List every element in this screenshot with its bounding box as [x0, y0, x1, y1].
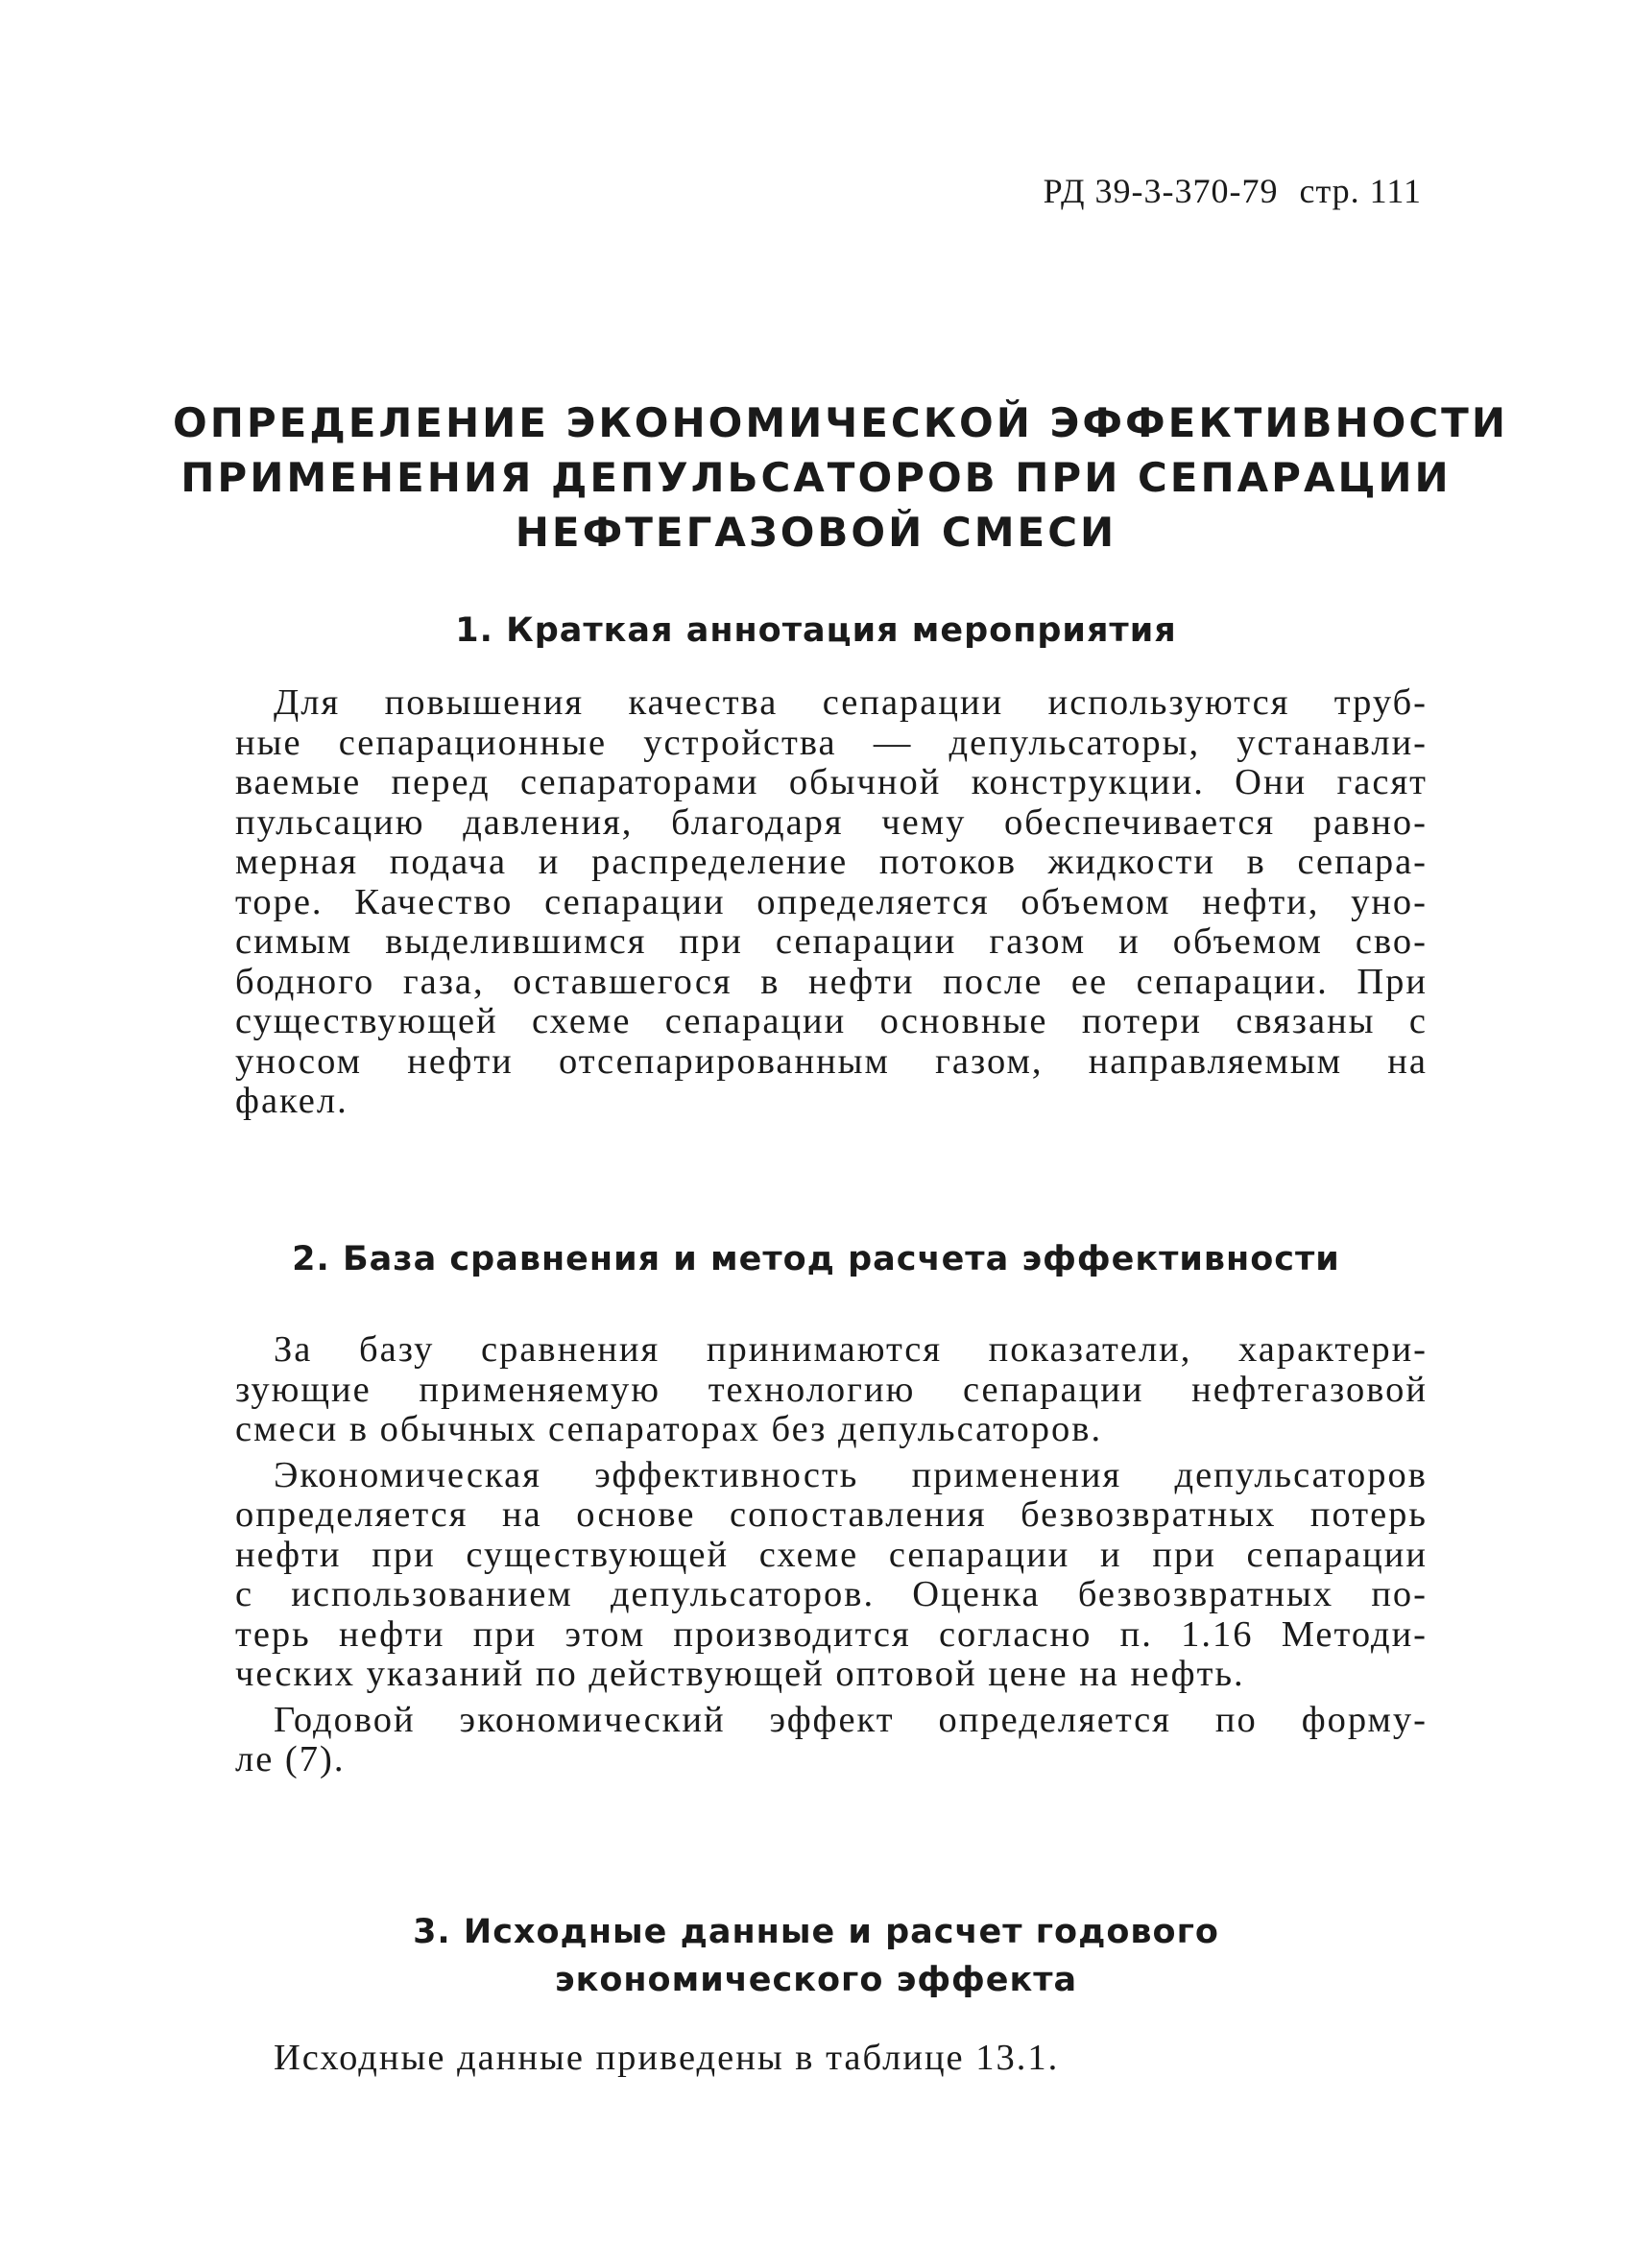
text-line: факел.: [235, 1081, 348, 1121]
section-heading-2: [173, 1235, 1459, 1283]
section-heading-line: 3. Исходные данные и расчет годового: [413, 1913, 1219, 1951]
text-line: ле (7).: [235, 1739, 346, 1779]
text-line: бодного газа, оставшегося в нефти после ее сепарации. При: [235, 961, 1428, 1002]
section-heading-line: экономического эффекта: [554, 1961, 1078, 1999]
text-line: Годовой экономический эффект определяется по форму-: [274, 1699, 1428, 1740]
title-line: ОПРЕДЕЛЕНИЕ ЭКОНОМИЧЕСКОЙ ЭФФЕКТИВНОСТИ: [173, 399, 1508, 446]
document-code: РД 39-3-370-79: [1043, 172, 1279, 210]
text-line: торе. Качество сепарации определяется объемом нефти, уно-: [235, 881, 1428, 922]
text-line: Экономическая эффективность применения депульсаторов: [274, 1454, 1428, 1495]
text-line: с использованием депульсаторов. Оценка безвозвратных по-: [235, 1574, 1428, 1614]
text-line: пульсацию давления, благодаря чему обеспечивается равно-: [235, 801, 1428, 843]
text-line: мерная подача и распределение потоков жидкости в сепара-: [235, 842, 1428, 882]
text-line: ваемые перед сепараторами обычной конструкции. Они гасят: [235, 762, 1428, 802]
section-3-body: [235, 2039, 1428, 2079]
section-heading-1: [173, 607, 1459, 655]
text-line: терь нефти при этом производится согласно п. 1.16 Методи-: [235, 1613, 1428, 1655]
text-line: симым выделившимся при сепарации газом и объемом сво-: [235, 921, 1428, 962]
section-heading-line: 2. База сравнения и метод расчета эффективности: [292, 1240, 1340, 1278]
text-line: Исходные данные приведены в таблице 13.1.: [274, 2038, 1060, 2078]
paragraph: [235, 683, 1428, 1122]
page-number: стр. 111: [1299, 172, 1422, 210]
page-header: [1044, 171, 1422, 211]
text-line: определяется на основе сопоставления безвозвратных потерь: [235, 1494, 1428, 1535]
title-line: ПРИМЕНЕНИЯ ДЕПУЛЬСАТОРОВ ПРИ СЕПАРАЦИИ: [180, 454, 1452, 501]
text-line: уносом нефти отсепарированным газом, направляемым на: [235, 1040, 1428, 1082]
paragraph: [235, 1456, 1428, 1695]
paragraph: [235, 1701, 1428, 1780]
section-2-body: [235, 1330, 1428, 1780]
text-line: нефти при существующей схеме сепарации и при сепарации: [235, 1534, 1428, 1575]
section-heading-line: 1. Краткая аннотация мероприятия: [455, 611, 1177, 650]
text-line: ные сепарационные устройства — депульсаторы, устанавли-: [235, 722, 1428, 763]
text-line: зующие применяемую технологию сепарации нефтегазовой: [235, 1369, 1428, 1410]
section-1-body: [235, 683, 1428, 1122]
text-line: смеси в обычных сепараторах без депульсаторов.: [235, 1409, 1103, 1449]
text-line: Для повышения качества сепарации используются труб-: [274, 682, 1428, 723]
paragraph: [235, 1330, 1428, 1450]
text-line: За базу сравнения принимаются показатели, характери-: [274, 1329, 1428, 1370]
title-line: НЕФТЕГАЗОВОЙ СМЕСИ: [515, 509, 1117, 556]
paragraph: [235, 2039, 1428, 2079]
text-line: существующей схеме сепарации основные потери связаны с: [235, 1001, 1428, 1041]
document-title: [173, 395, 1508, 560]
text-line: ческих указаний по действующей оптовой цене на нефть.: [235, 1654, 1245, 1694]
section-heading-3: [173, 1908, 1459, 2004]
